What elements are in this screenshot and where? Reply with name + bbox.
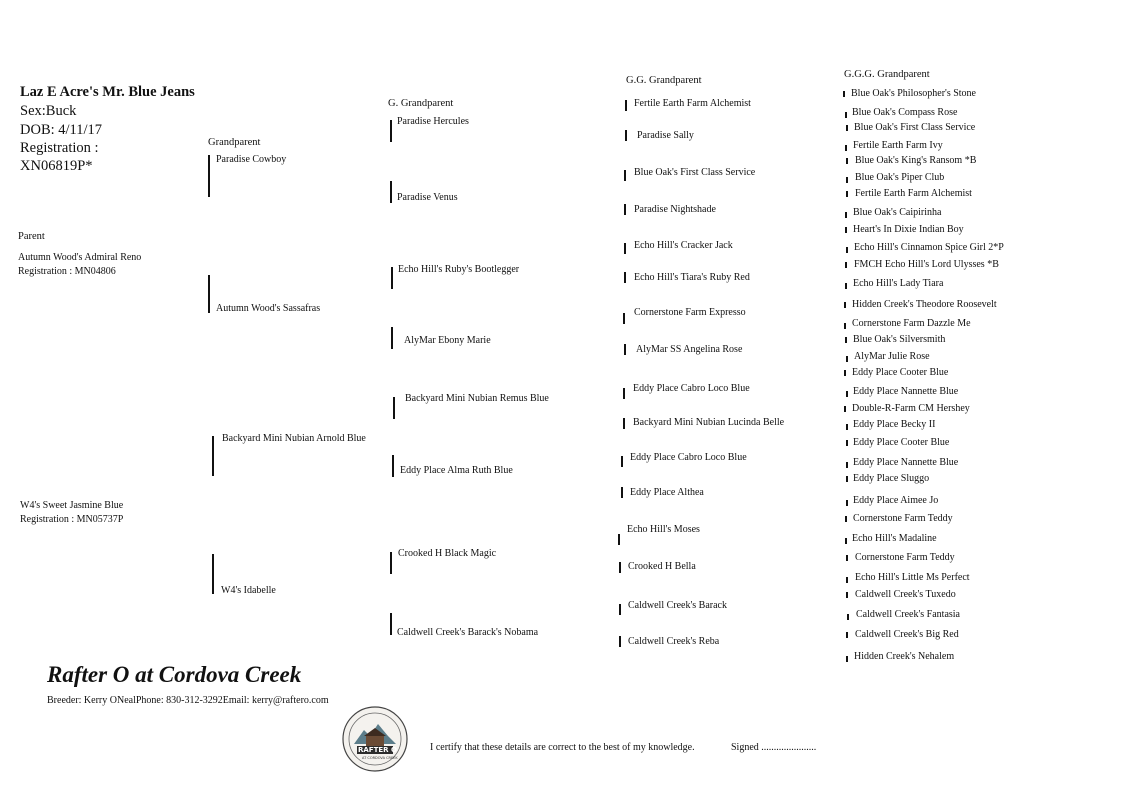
ggg-grandparent-name: Echo Hill's Cinnamon Spice Girl 2*P [854,242,1004,253]
header-grandparent: Grandparent [208,137,261,148]
g-grandparent-bracket [391,267,393,289]
ggg-grandparent-name: Caldwell Creek's Big Red [855,629,959,640]
gg-grandparent-name: Caldwell Creek's Reba [628,636,720,647]
ggg-grandparent-name: Hidden Creek's Theodore Roosevelt [852,299,997,310]
ggg-grandparent-name: Cornerstone Farm Teddy [855,552,955,563]
ggg-grandparent-bracket [844,406,846,412]
ggg-grandparent-bracket [846,356,848,362]
header-parent: Parent [18,231,45,242]
ggg-grandparent-name: Caldwell Creek's Fantasia [856,609,960,620]
gg-grandparent-bracket [618,534,620,545]
ggg-grandparent-name: Blue Oak's King's Ransom *B [855,155,977,166]
ggg-grandparent-bracket [845,112,847,118]
ggg-grandparent-bracket [846,247,848,253]
grandparent-bracket [208,155,210,197]
ggg-grandparent-bracket [846,440,848,446]
ggg-grandparent-name: Hidden Creek's Nehalem [854,651,955,662]
signature-line: Signed ...................... [731,742,817,753]
animal-registration: XN06819P* [20,158,93,174]
gg-grandparent-bracket [619,604,621,615]
gg-grandparent-name: Paradise Nightshade [634,204,716,215]
parent-dam-registration: Registration : MN05737P [20,514,124,525]
ggg-grandparent-name: AlyMar Julie Rose [854,351,930,362]
gg-grandparent-bracket [625,100,627,111]
ggg-grandparent-bracket [843,91,845,97]
ggg-grandparent-name: Eddy Place Cooter Blue [852,367,949,378]
ggg-grandparent-bracket [845,283,847,289]
ggg-grandparent-name: Blue Oak's First Class Service [854,122,976,133]
grandparent-name: Backyard Mini Nubian Arnold Blue [222,433,366,444]
parent-dam-name: W4's Sweet Jasmine Blue [20,500,124,511]
gg-grandparent-bracket [625,130,627,141]
ggg-grandparent-name: Fertile Earth Farm Ivy [853,140,943,151]
animal-dob: DOB: 4/11/17 [20,122,103,138]
ggg-grandparent-bracket [845,145,847,151]
ggg-grandparent-bracket [845,227,847,233]
ggg-grandparent-name: Eddy Place Aimee Jo [853,495,939,506]
gg-grandparent-bracket [624,344,626,355]
header-ggg-grandparent: G.G.G. Grandparent [844,69,930,80]
ggg-grandparent-bracket [846,592,848,598]
gg-grandparent-name: Blue Oak's First Class Service [634,167,756,178]
ggg-grandparent-bracket [846,462,848,468]
ggg-grandparent-name: Eddy Place Becky II [853,419,936,430]
grandparent-bracket [212,436,214,476]
header-g-grandparent: G. Grandparent [388,98,454,109]
ggg-grandparent-name: Heart's In Dixie Indian Boy [853,224,964,235]
ggg-grandparent-bracket [846,555,848,561]
ggg-grandparent-bracket [846,632,848,638]
g-grandparent-name: Echo Hill's Ruby's Bootlegger [398,264,520,275]
ggg-grandparent-name: Cornerstone Farm Dazzle Me [852,318,971,329]
ggg-grandparent-bracket [846,125,848,131]
gg-grandparent-bracket [623,313,625,324]
ggg-grandparent-bracket [845,516,847,522]
g-grandparent-name: Caldwell Creek's Barack's Nobama [397,627,539,638]
parent-sire-registration: Registration : MN04806 [18,266,116,277]
ggg-grandparent-bracket [846,191,848,197]
gg-grandparent-name: Eddy Place Cabro Loco Blue [633,383,750,394]
farm-name: Rafter O at Cordova Creek [47,662,302,687]
ggg-grandparent-name: Blue Oak's Philosopher's Stone [851,88,976,99]
gg-grandparent-bracket [623,388,625,399]
g-grandparent-name: Eddy Place Alma Ruth Blue [400,465,513,476]
gg-grandparent-name: Caldwell Creek's Barack [628,600,727,611]
g-grandparent-name: Paradise Venus [397,192,458,203]
g-grandparent-bracket [390,613,392,635]
grandparent-name: W4's Idabelle [221,585,276,596]
ggg-grandparent-bracket [845,538,847,544]
logo-text: RAFTER O [358,746,397,754]
gg-grandparent-bracket [624,204,626,215]
gg-grandparent-bracket [619,562,621,573]
ggg-grandparent-bracket [844,302,846,308]
g-grandparent-bracket [390,552,392,574]
animal-sex: Sex:Buck [20,103,77,119]
ggg-grandparent-bracket [844,323,846,329]
ggg-grandparent-name: Blue Oak's Compass Rose [852,107,958,118]
farm-logo-icon [342,706,408,772]
ggg-grandparent-bracket [844,370,846,376]
ggg-grandparent-name: Eddy Place Nannette Blue [853,457,959,468]
g-grandparent-name: AlyMar Ebony Marie [404,335,491,346]
gg-grandparent-bracket [621,487,623,498]
gg-grandparent-name: Echo Hill's Tiara's Ruby Red [634,272,750,283]
grandparent-name: Paradise Cowboy [216,154,287,165]
ggg-grandparent-bracket [846,656,848,662]
ggg-grandparent-bracket [847,614,849,620]
ggg-grandparent-name: Eddy Place Cooter Blue [853,437,950,448]
ggg-grandparent-name: Echo Hill's Madaline [852,533,937,544]
g-grandparent-bracket [393,397,395,419]
gg-grandparent-name: AlyMar SS Angelina Rose [636,344,743,355]
grandparent-bracket [208,275,210,313]
ggg-grandparent-name: Caldwell Creek's Tuxedo [855,589,956,600]
header-gg-grandparent: G.G. Grandparent [626,75,702,86]
ggg-grandparent-name: Fertile Earth Farm Alchemist [855,188,972,199]
gg-grandparent-name: Fertile Earth Farm Alchemist [634,98,751,109]
ggg-grandparent-bracket [846,158,848,164]
g-grandparent-bracket [392,455,394,477]
animal-name: Laz E Acre's Mr. Blue Jeans [20,84,195,100]
ggg-grandparent-name: Echo Hill's Little Ms Perfect [855,572,970,583]
g-grandparent-bracket [390,120,392,142]
ggg-grandparent-bracket [845,262,847,268]
g-grandparent-name: Backyard Mini Nubian Remus Blue [405,393,549,404]
breeder-contact: Breeder: Kerry ONealPhone: 830-312-3292Email: kerry@raftero.com [47,695,329,706]
gg-grandparent-name: Eddy Place Cabro Loco Blue [630,452,747,463]
certification-statement: I certify that these details are correct to the best of my knowledge. [430,742,695,753]
gg-grandparent-bracket [619,636,621,647]
g-grandparent-bracket [390,181,392,203]
ggg-grandparent-name: Cornerstone Farm Teddy [853,513,953,524]
ggg-grandparent-name: Eddy Place Sluggo [853,473,930,484]
gg-grandparent-bracket [624,272,626,283]
gg-grandparent-bracket [624,170,626,181]
ggg-grandparent-bracket [846,500,848,506]
gg-grandparent-name: Eddy Place Althea [630,487,704,498]
ggg-grandparent-name: Double-R-Farm CM Hershey [852,403,970,414]
grandparent-bracket [212,554,214,594]
ggg-grandparent-name: Blue Oak's Piper Club [855,172,945,183]
logo-subtext: AT CORDOVA CREEK [362,756,398,760]
gg-grandparent-name: Paradise Sally [637,130,694,141]
ggg-grandparent-bracket [845,212,847,218]
gg-grandparent-bracket [621,456,623,467]
ggg-grandparent-bracket [846,424,848,430]
ggg-grandparent-name: Eddy Place Nannette Blue [853,386,959,397]
ggg-grandparent-name: Echo Hill's Lady Tiara [853,278,944,289]
ggg-grandparent-name: FMCH Echo Hill's Lord Ulysses *B [854,259,999,270]
animal-registration-label: Registration : [20,140,99,156]
gg-grandparent-name: Echo Hill's Cracker Jack [634,240,733,251]
parent-sire-name: Autumn Wood's Admiral Reno [18,252,142,263]
ggg-grandparent-bracket [846,476,848,482]
g-grandparent-name: Paradise Hercules [397,116,469,127]
gg-grandparent-name: Cornerstone Farm Expresso [634,307,746,318]
g-grandparent-bracket [391,327,393,349]
ggg-grandparent-bracket [846,177,848,183]
ggg-grandparent-bracket [846,391,848,397]
gg-grandparent-name: Crooked H Bella [628,561,696,572]
ggg-grandparent-bracket [846,577,848,583]
g-grandparent-name: Crooked H Black Magic [398,548,497,559]
gg-grandparent-bracket [623,418,625,429]
grandparent-name: Autumn Wood's Sassafras [216,303,321,314]
ggg-grandparent-name: Blue Oak's Caipirinha [853,207,942,218]
gg-grandparent-bracket [624,243,626,254]
farm-logo [342,706,408,772]
gg-grandparent-name: Backyard Mini Nubian Lucinda Belle [633,417,785,428]
ggg-grandparent-bracket [845,337,847,343]
gg-grandparent-name: Echo Hill's Moses [627,524,700,535]
ggg-grandparent-name: Blue Oak's Silversmith [853,334,946,345]
